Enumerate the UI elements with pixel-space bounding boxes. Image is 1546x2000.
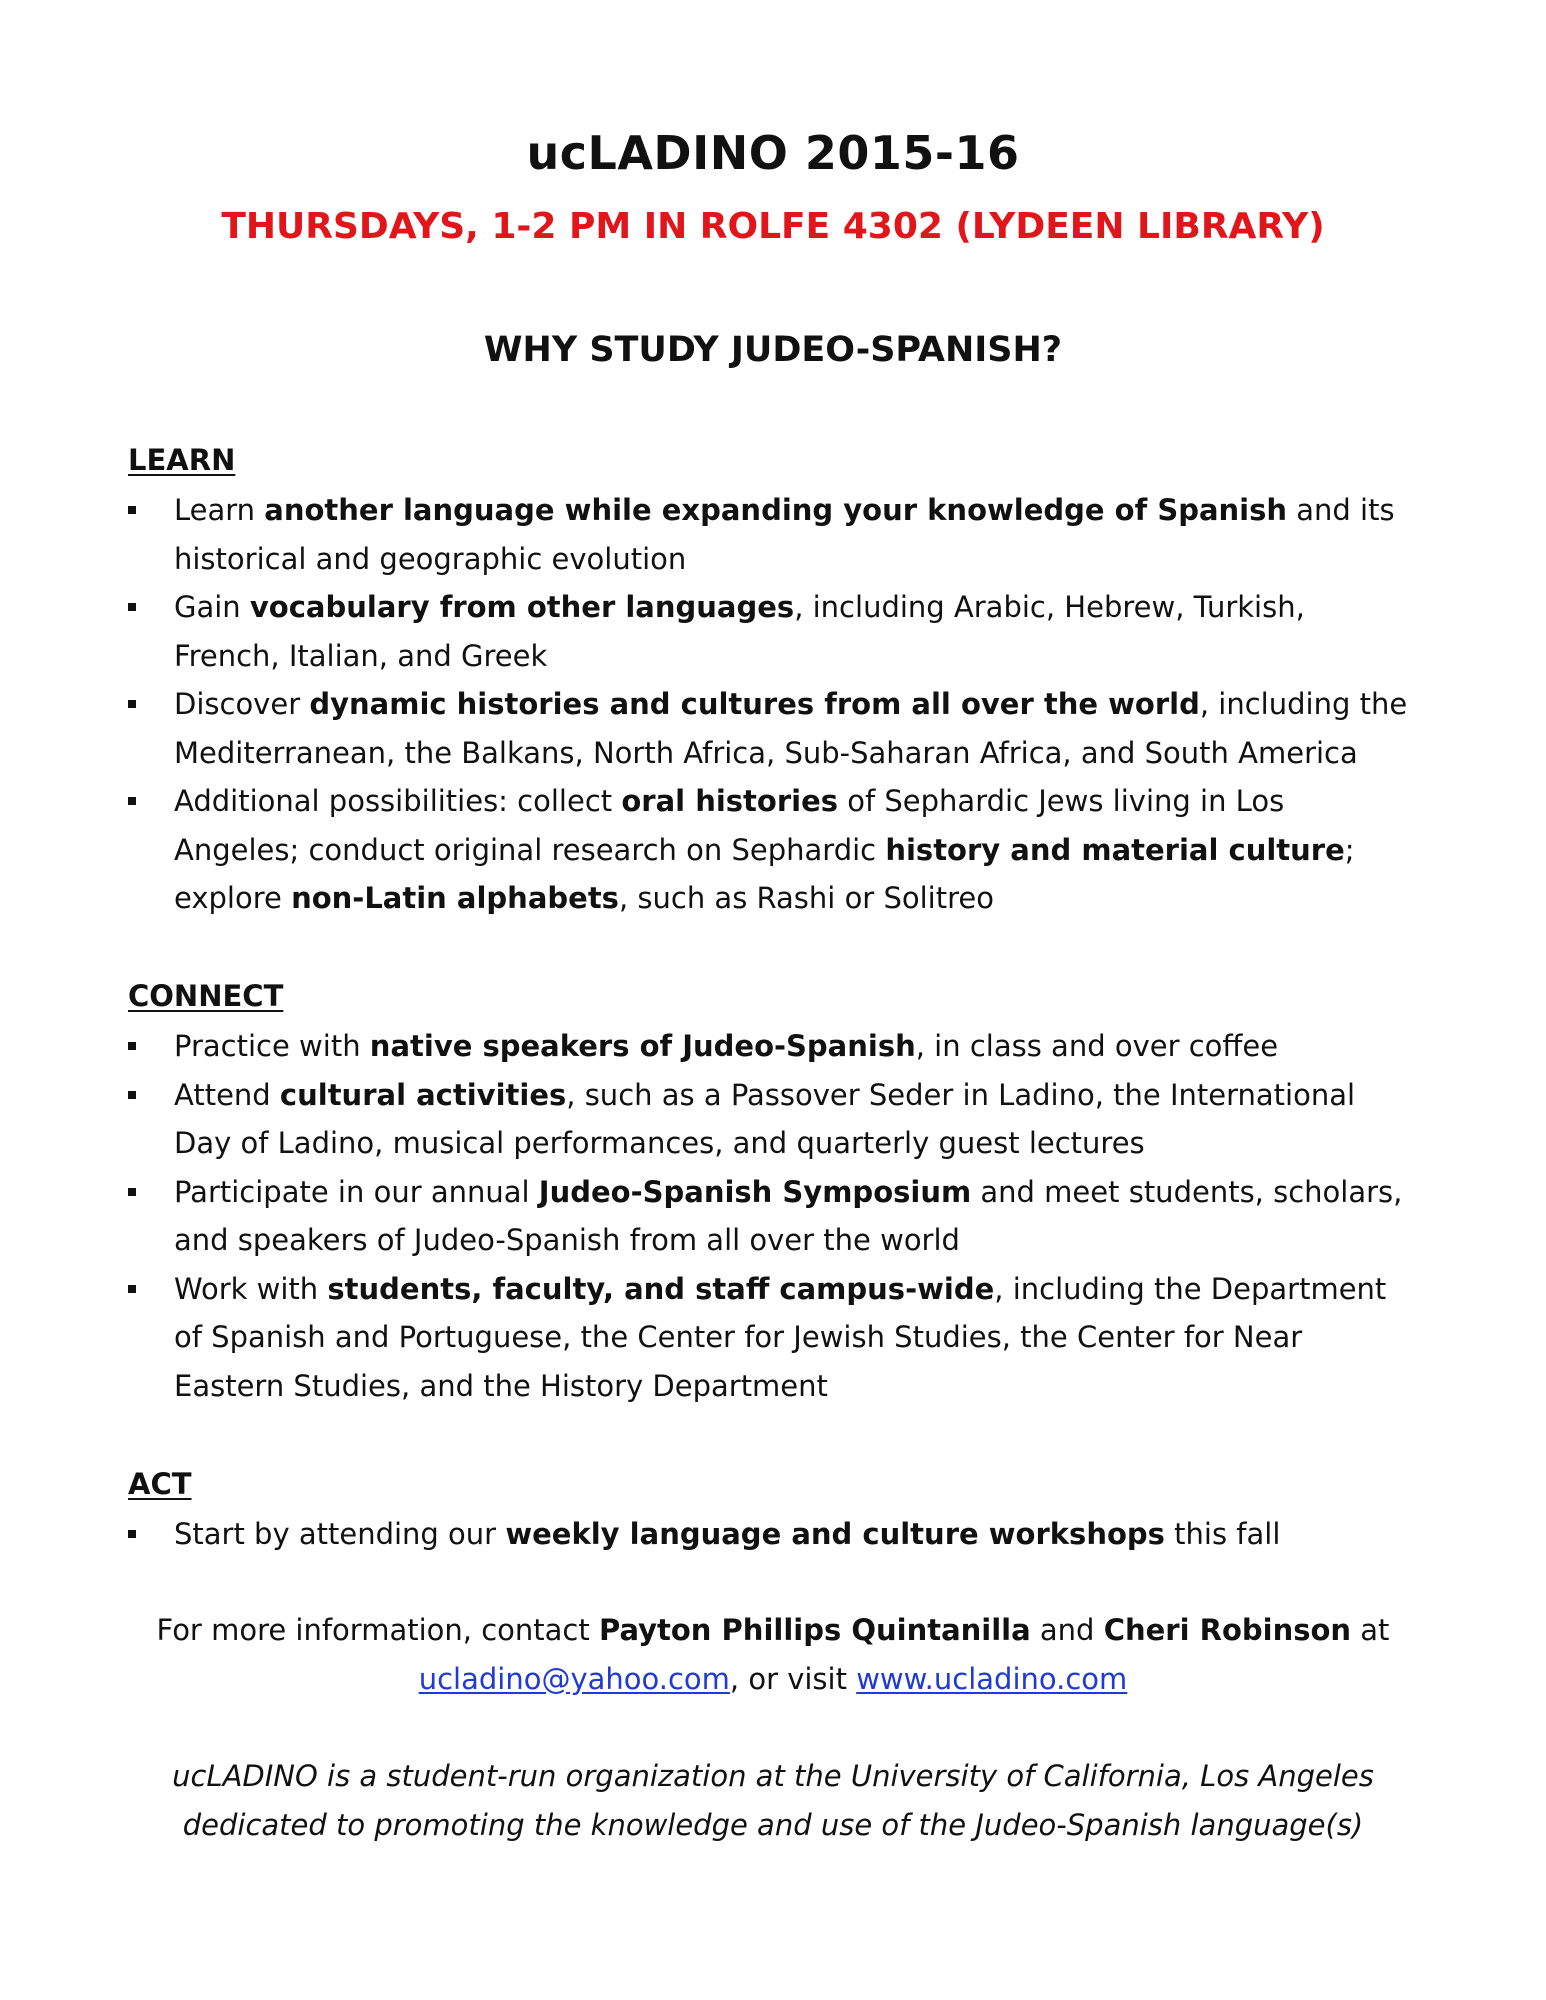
- item-emphasis: history and material culture: [885, 832, 1345, 867]
- list-item: [128, 1265, 1418, 1411]
- email-link[interactable]: ucladino@yahoo.com: [418, 1661, 730, 1696]
- item-text: Additional possibilities: collect: [174, 784, 622, 818]
- item-emphasis: students, faculty, and staff campus-wide: [327, 1271, 995, 1306]
- act-heading: ACT: [128, 1467, 192, 1501]
- item-text: and its historical and geographic evolution: [174, 493, 1395, 576]
- item-text: Attend: [174, 1077, 280, 1112]
- organization-statement: [0, 1752, 1546, 1849]
- learn-section: [128, 440, 1418, 923]
- list-item: [128, 1510, 1418, 1559]
- item-text: this fall: [1164, 1517, 1281, 1551]
- item-text: ; explore: [174, 832, 1355, 915]
- connect-section: [128, 976, 1418, 1410]
- item-text: , including Arabic, Hebrew, Turkish, French, Italian, and Greek: [174, 590, 1305, 673]
- item-emphasis: another language while expanding your knowledge of Spanish: [264, 493, 1288, 527]
- statement-line: dedicated to promoting the knowledge and use of the Judeo-Spanish language(s): [182, 1807, 1364, 1842]
- item-text: Start by attending our: [174, 1517, 506, 1551]
- item-text: Discover: [174, 687, 310, 721]
- list-item: [128, 1168, 1418, 1265]
- list-item: [128, 777, 1418, 923]
- learn-list: [128, 486, 1418, 923]
- schedule-line: THURSDAYS, 1-2 PM IN ROLFE 4302 (LYDEEN LIBRARY): [221, 206, 1325, 247]
- learn-heading: LEARN: [128, 443, 236, 477]
- flyer-title: ucLADINO 2015-16: [526, 126, 1020, 180]
- item-emphasis: dynamic histories and cultures from all over the world: [309, 687, 1200, 721]
- contact-text: and: [1030, 1613, 1104, 1647]
- item-text: , including the Mediterranean, the Balkans, North Africa, Sub-Saharan Africa, and South America: [174, 687, 1408, 770]
- contact-text: at: [1351, 1613, 1390, 1647]
- list-item: [128, 680, 1418, 777]
- website-link[interactable]: www.ucladino.com: [856, 1661, 1128, 1696]
- item-text: of Sephardic Jews living in Los Angeles; conduct original research on Sephardic: [174, 784, 1285, 867]
- item-emphasis: vocabulary from other languages: [249, 590, 795, 624]
- item-emphasis: cultural activities: [279, 1077, 567, 1112]
- list-item: [128, 486, 1418, 583]
- question-heading: WHY STUDY JUDEO-SPANISH?: [483, 330, 1063, 370]
- item-emphasis: weekly language and culture workshops: [505, 1517, 1165, 1551]
- statement-line: ucLADINO is a student-run organization at the University of California, Los Angeles: [172, 1759, 1374, 1793]
- act-list: [128, 1510, 1418, 1559]
- list-item: [128, 1071, 1418, 1168]
- contact-text: , or visit: [729, 1661, 857, 1696]
- item-text: Practice with: [174, 1029, 370, 1063]
- item-emphasis: non-Latin alphabets: [291, 881, 619, 915]
- contact-text: For more information, contact: [156, 1613, 599, 1647]
- item-text: , such as Rashi or Solitreo: [618, 881, 994, 915]
- contact-name: Payton Phillips Quintanilla: [598, 1613, 1031, 1647]
- item-text: , including the Department of Spanish and Portuguese, the Center for Jewish Studies, the Center for Near Eastern Studies, and the History Department: [174, 1271, 1387, 1403]
- item-text: and meet students, scholars, and speakers of Judeo-Spanish from all over the world: [174, 1174, 1403, 1257]
- list-item: [128, 583, 1418, 680]
- contact-info: [0, 1606, 1546, 1703]
- item-emphasis: oral histories: [621, 784, 838, 818]
- act-section: [128, 1464, 1418, 1559]
- item-text: , such as a Passover Seder in Ladino, the International Day of Ladino, musical performances, and quarterly guest lectures: [174, 1077, 1356, 1160]
- item-text: Participate in our annual: [174, 1174, 539, 1209]
- connect-list: [128, 1022, 1418, 1410]
- item-text: Learn: [174, 493, 265, 527]
- item-text: Work with: [174, 1271, 328, 1306]
- item-emphasis: Judeo-Spanish Symposium: [538, 1174, 972, 1209]
- item-text: Gain: [174, 590, 250, 624]
- connect-heading: CONNECT: [128, 979, 284, 1013]
- list-item: [128, 1022, 1418, 1071]
- item-emphasis: native speakers of Judeo-Spanish: [369, 1029, 916, 1063]
- item-text: , in class and over coffee: [915, 1029, 1279, 1063]
- contact-name: Cheri Robinson: [1103, 1613, 1352, 1647]
